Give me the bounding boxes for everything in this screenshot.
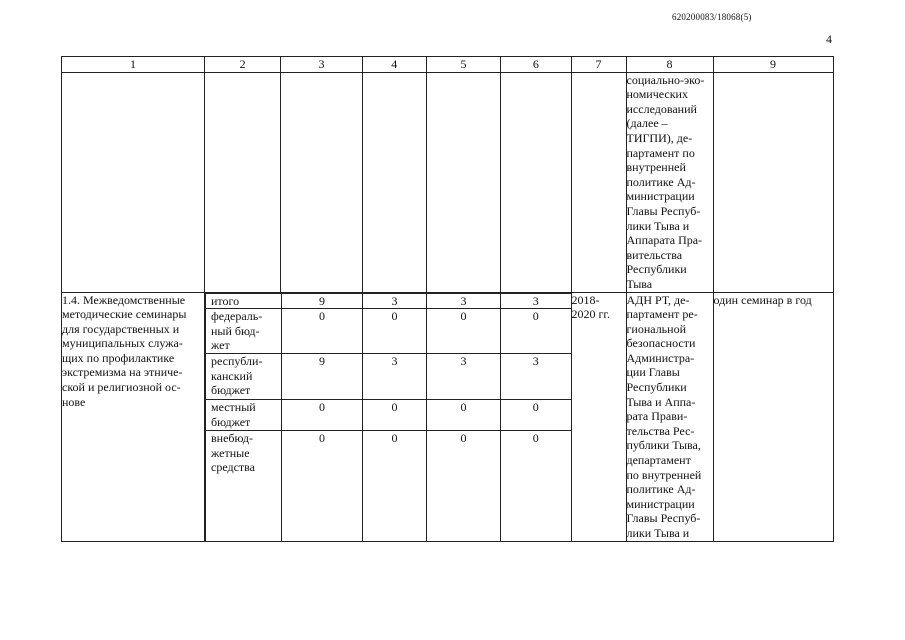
column-header: 3 xyxy=(281,57,362,73)
funding-year-value: 3 xyxy=(501,293,571,309)
funding-year-value: 3 xyxy=(363,354,427,400)
funding-source: итого xyxy=(206,293,282,309)
document-number: 620200083/18068(5) xyxy=(672,12,752,22)
funding-year-value: 0 xyxy=(363,309,427,354)
funding-row-local xyxy=(206,400,571,431)
funding-year-value: 0 xyxy=(501,431,571,541)
funding-source: республи- канский бюджет xyxy=(206,354,282,400)
empty-cell xyxy=(713,72,833,292)
funding-source: федераль- ный бюд- жет xyxy=(206,309,282,354)
empty-cell xyxy=(426,72,500,292)
funding-source: местный бюджет xyxy=(206,400,282,431)
column-header: 7 xyxy=(571,57,626,73)
funding-year-value: 3 xyxy=(363,293,427,309)
column-header: 5 xyxy=(426,57,500,73)
funding-table xyxy=(205,293,571,541)
column-header: 8 xyxy=(626,57,713,73)
item-result: один семинар в год xyxy=(713,292,833,541)
column-header: 4 xyxy=(362,57,426,73)
column-header: 6 xyxy=(501,57,571,73)
funding-year-value: 3 xyxy=(501,354,571,400)
funding-year-value: 3 xyxy=(427,293,501,309)
column-header: 9 xyxy=(713,57,833,73)
empty-cell xyxy=(205,72,281,292)
funding-year-value: 0 xyxy=(427,309,501,354)
funding-block xyxy=(205,292,572,541)
program-table xyxy=(61,56,834,542)
funding-row-extrabudget xyxy=(206,431,571,541)
funding-row-total xyxy=(206,293,571,309)
funding-year-value: 0 xyxy=(501,309,571,354)
item-responsible: АДН РТ, де- партамент ре- гиональной безопасности Администра- ции Главы Республики Тыва и Аппа- рата Прави- тельства Рес- публики Тыва, департамент по внутренней политике Ад- министрации Главы Респуб- лики Тыва и xyxy=(626,292,713,541)
funding-source: внебюд- жетные средства xyxy=(206,431,282,541)
funding-total: 0 xyxy=(282,309,363,354)
empty-cell xyxy=(62,72,205,292)
funding-year-value: 0 xyxy=(427,400,501,431)
column-number-row xyxy=(62,57,834,73)
funding-total: 9 xyxy=(282,354,363,400)
empty-cell xyxy=(501,72,571,292)
item-period: 2018- 2020 гг. xyxy=(571,292,626,541)
funding-row-federal xyxy=(206,309,571,354)
empty-cell xyxy=(281,72,362,292)
funding-year-value: 0 xyxy=(363,400,427,431)
continuation-row xyxy=(62,72,834,292)
item-row-1-4 xyxy=(62,292,834,541)
column-header: 2 xyxy=(205,57,281,73)
empty-cell xyxy=(571,72,626,292)
continued-responsible-text: социально-эко- номических исследований (далее – ТИГПИ), де- партамент по внутренней политике Ад- министрации Главы Респуб- лики Тыва и Аппарата Пра- вительства Республики Тыва xyxy=(626,72,713,292)
column-header: 1 xyxy=(62,57,205,73)
funding-total: 0 xyxy=(282,431,363,541)
empty-cell xyxy=(362,72,426,292)
funding-year-value: 0 xyxy=(427,431,501,541)
funding-year-value: 0 xyxy=(363,431,427,541)
funding-total: 0 xyxy=(282,400,363,431)
funding-row-republic xyxy=(206,354,571,400)
funding-year-value: 0 xyxy=(501,400,571,431)
item-title: 1.4. Межведомственные методические семинары для государственных и муниципальных служа- щих по профилактике экстремизма на этниче- ской и религиозной ос- нове xyxy=(62,292,205,541)
funding-total: 9 xyxy=(282,293,363,309)
funding-year-value: 3 xyxy=(427,354,501,400)
page-number: 4 xyxy=(826,32,832,46)
